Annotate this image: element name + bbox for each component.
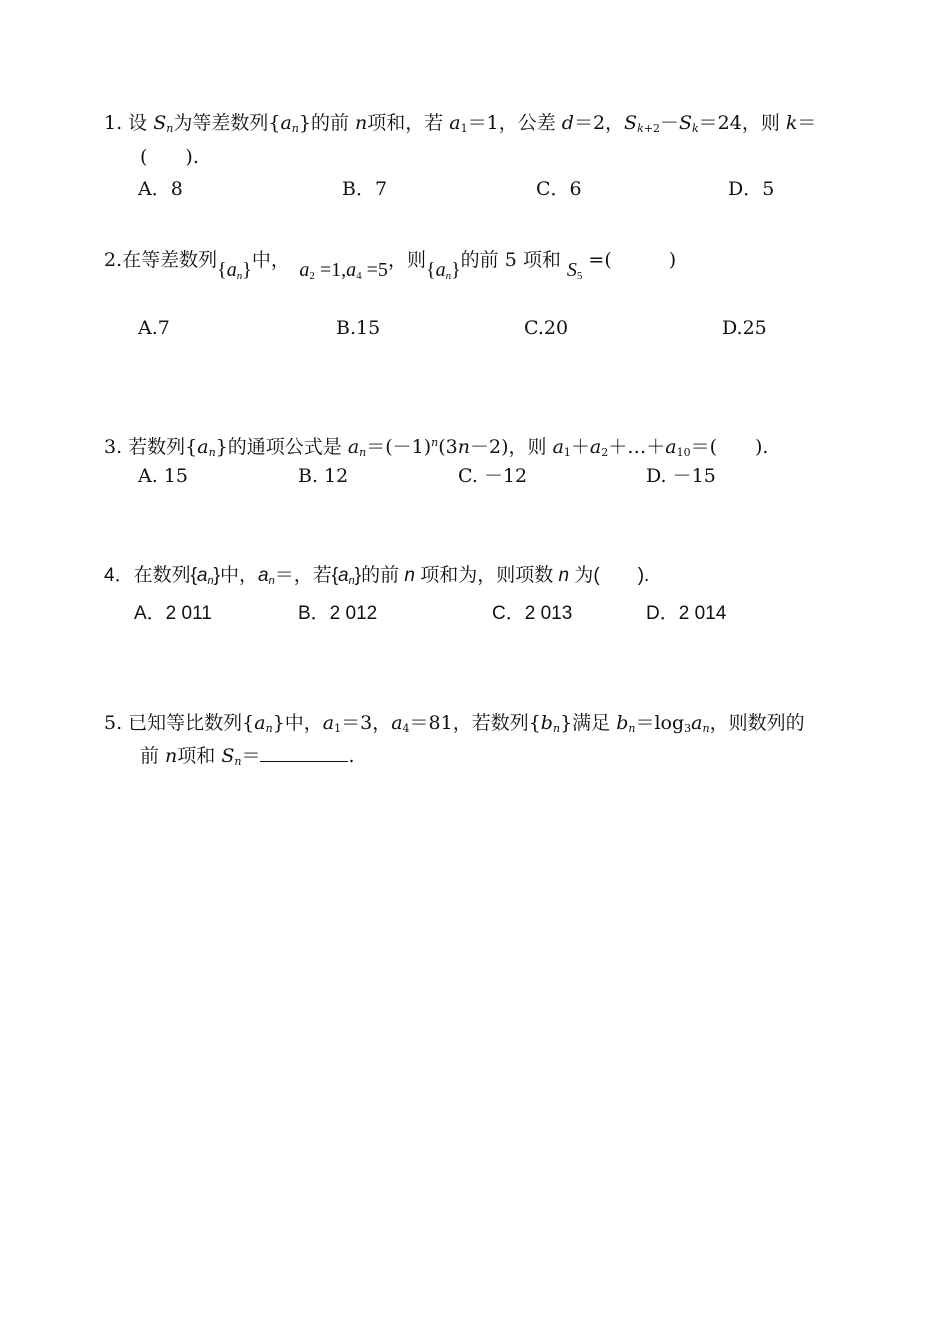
q1-option-c: C．6 (536, 178, 582, 200)
q4-option-d: D．2 014 (646, 603, 727, 624)
q4-option-c: C．2 013 (492, 603, 573, 624)
question-5 (104, 711, 805, 741)
q4-option-b: B．2 012 (298, 603, 378, 624)
q2-option-a: A.7 (138, 317, 170, 339)
q2-option-b: B.15 (336, 317, 381, 339)
q3-option-a: A. 15 (138, 465, 188, 487)
question-1 (104, 111, 816, 141)
q1-option-b: B．7 (342, 178, 388, 200)
q2-option-c: C.20 (524, 317, 569, 339)
q1-option-a: A．8 (138, 178, 183, 200)
q1-answer-paren: ( ). (140, 146, 199, 168)
q1-text: 1. 设 $S_n$为等差数列$\{a_n\}$的前 n项和，若 $a_1=1$，公差 d＝2，$S_{k+2}-S_k=24$，则 k＝ (104, 112, 817, 135)
q3-text: 3. 若数列$\{a_n\}$的通项公式是 $a_n=(-1)^n(3n-2)$，则 $a_1+a_2+\dots+a_{10}=$( ). (104, 436, 769, 459)
question-5-line2 (140, 744, 355, 774)
question-4 (104, 564, 649, 593)
q4-text: 4．在数列$\{a_n\}$中，$a_n=$，若$\{a_n\}$的前 n 项和为，则项数 n 为( ). (104, 565, 650, 587)
q4-option-a: A．2 011 (134, 603, 212, 624)
q5-text: 5. 已知等比数列$\{a_n\}$中，$a_1=3$，$a_4=81$，若数列$\{b_n\}$满足 $b_n=\log_3a_n$，则数列的 (104, 712, 805, 735)
question-2 (104, 248, 677, 282)
q3-option-d: D. －15 (646, 465, 716, 487)
q3-option-b: B. 12 (298, 465, 349, 487)
q2-text: 2.在等差数列$\{a_n\}$中， $a_2 =1,a_4 =5$，则$\{a_n\}$的前 5 项和 $S_5$ =( ) (104, 249, 677, 282)
q2-option-d: D.25 (722, 317, 767, 339)
answer-blank[interactable] (260, 745, 348, 762)
q1-option-d: D．5 (728, 178, 775, 200)
q5-text-line2: 前 n项和 $S_n=$ . (140, 745, 355, 768)
q3-option-c: C. －12 (458, 465, 528, 487)
question-3 (104, 431, 768, 465)
